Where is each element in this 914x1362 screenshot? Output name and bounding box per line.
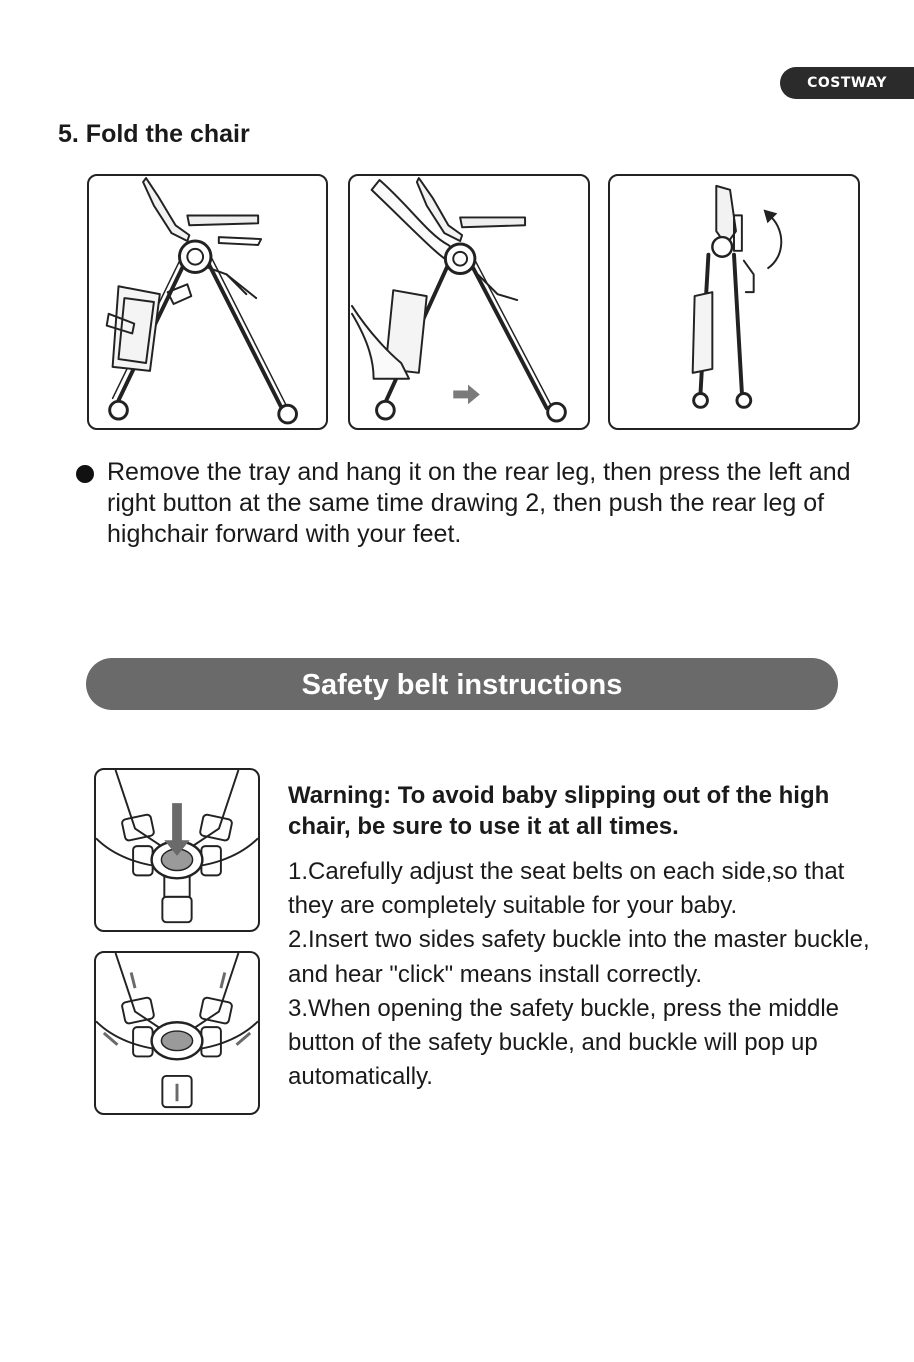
- safety-step: 2.Insert two sides safety buckle into the master buckle, and hear "click" means install correctly.: [288, 926, 870, 988]
- safety-warning: Warning: To avoid baby slipping out of the high chair, be sure to use it at all times.: [288, 782, 830, 840]
- safety-step: 3.When opening the safety buckle, press the middle button of the safety buckle, and buckle will pop up automatically.: [288, 994, 839, 1091]
- fold-figure-2: [348, 174, 590, 430]
- fold-direction-arrow-icon: [767, 217, 781, 268]
- highchair-unfolded-illustration: [89, 176, 326, 428]
- push-direction-arrow-icon: [453, 385, 480, 405]
- highchair-folded-illustration: [610, 176, 858, 428]
- belt-adjust-illustration: [96, 953, 258, 1113]
- belt-buckle-figure-2: [94, 951, 260, 1115]
- fold-figure-3: [608, 174, 860, 430]
- brand-logo: COSTWAY: [780, 67, 914, 99]
- bullet-icon: [76, 465, 94, 483]
- fold-instruction-text: Remove the tray and hang it on the rear leg, then press the left and right button at the same time drawing 2, then push the rear leg of highchair forward with your feet.: [107, 458, 851, 548]
- safety-banner: Safety belt instructions: [86, 658, 838, 710]
- highchair-press-button-illustration: [350, 176, 588, 428]
- belt-buckle-figure-1: [94, 768, 260, 932]
- buckle-press-illustration: [96, 770, 258, 930]
- safety-steps: [288, 855, 888, 1094]
- fold-section-title: 5. Fold the chair: [58, 120, 250, 148]
- fold-figure-1: [87, 174, 328, 430]
- safety-step: 1.Carefully adjust the seat belts on each side,so that they are completely suitable for your baby.: [288, 858, 845, 920]
